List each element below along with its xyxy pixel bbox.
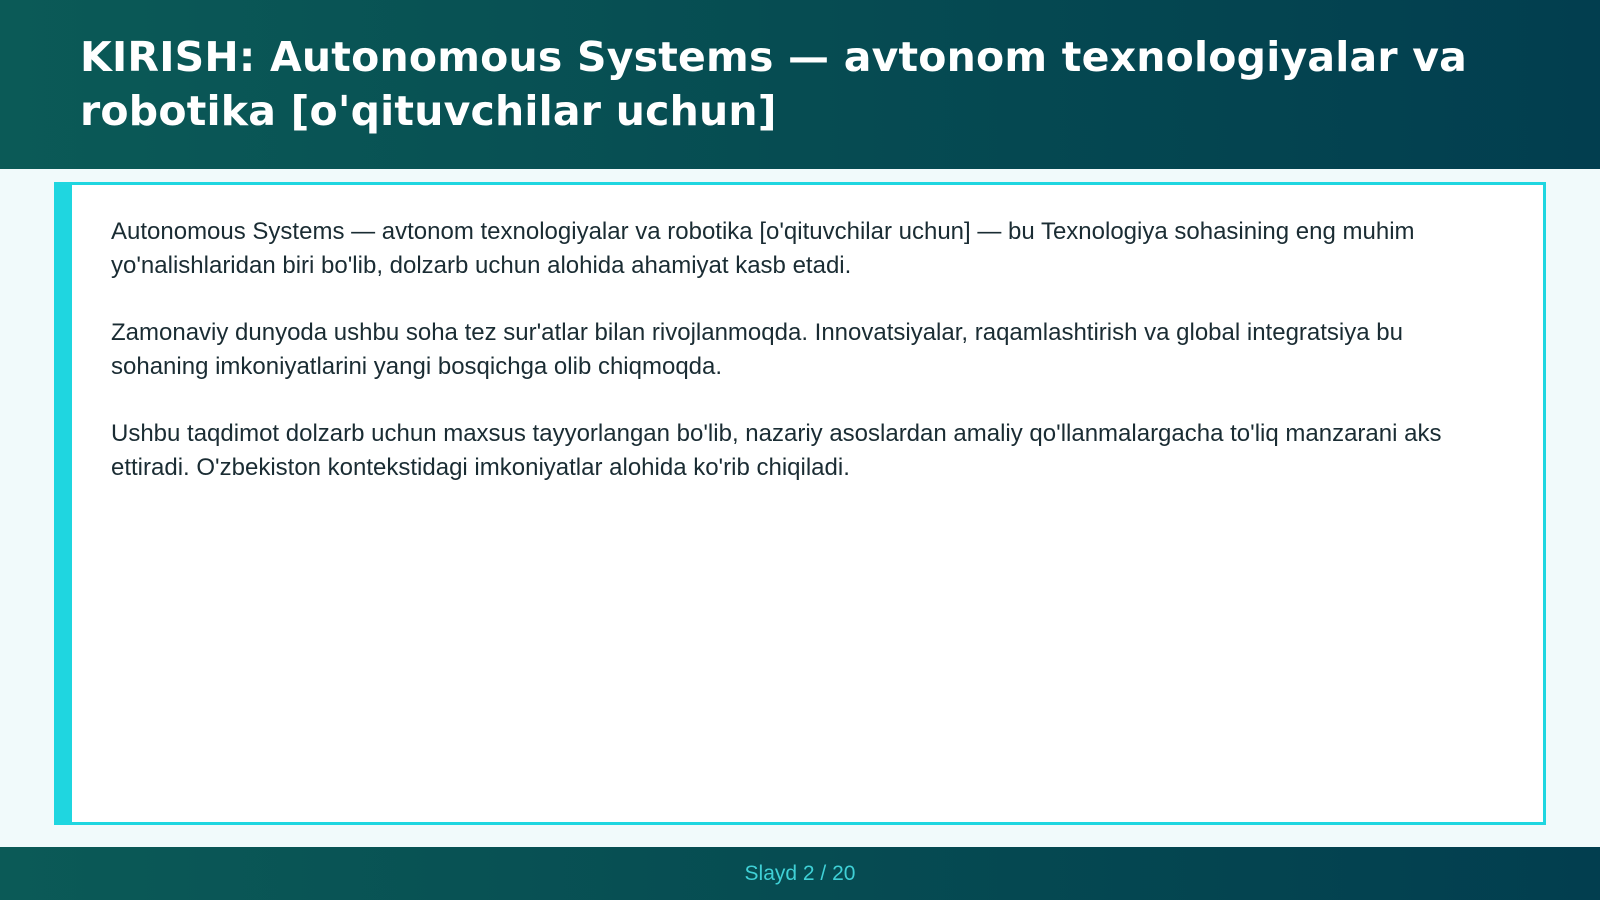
- slide-header: [0, 0, 1600, 169]
- paragraph-development: Zamonaviy dunyoda ushbu soha tez sur'atlar bilan rivojlanmoqda. Innovatsiyalar, raqamlashtirish va global integratsiya bu sohaning imkoniyatlarini yangi bosqichga olib chiqmoqda.: [111, 319, 1403, 380]
- content-panel: [54, 182, 1546, 825]
- slide-number: Slayd 2 / 20: [744, 861, 856, 885]
- slide-footer: [0, 847, 1600, 900]
- paragraph-presentation: Ushbu taqdimot dolzarb uchun maxsus tayyorlangan bo'lib, nazariy asoslardan amaliy qo'llanmalargacha to'liq manzarani aks ettiradi. O'zbekiston kontekstidagi imkoniyatlar alohida ko'rib chiqiladi.: [111, 420, 1442, 481]
- paragraph-intro: Autonomous Systems — avtonom texnologiyalar va robotika [o'qituvchilar uchun] — bu Texnologiya sohasining eng muhim yo'nalishlaridan biri bo'lib, dolzarb uchun alohida ahamiyat kasb etadi.: [111, 218, 1415, 279]
- slide-title: KIRISH: Autonomous Systems — avtonom texnologiyalar va robotika [o'qituvchilar uchun]: [80, 33, 1468, 135]
